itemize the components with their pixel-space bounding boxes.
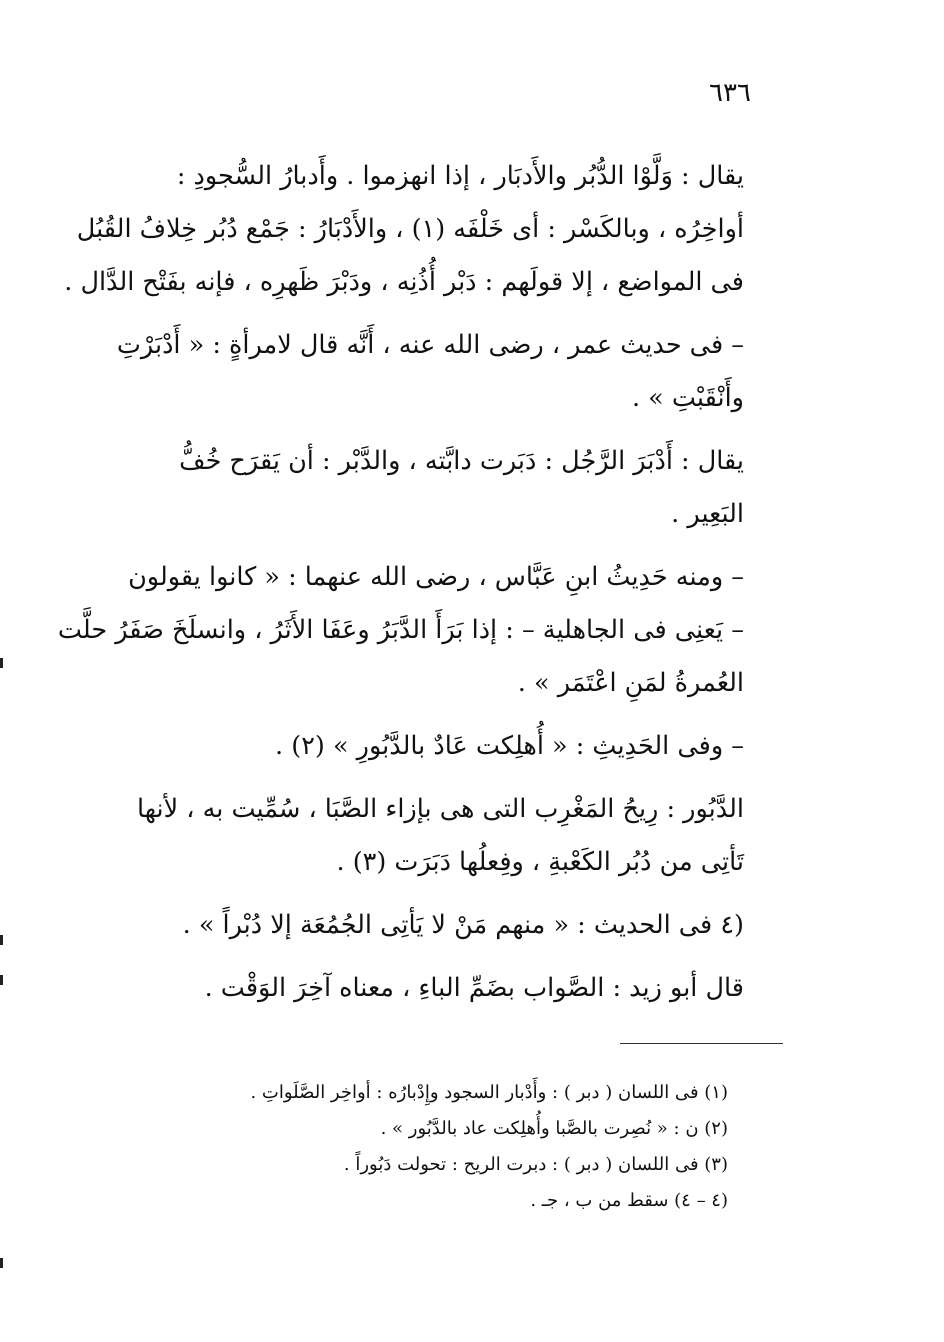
text-line: – وفى الحَدِيثِ : « أُهلِكت عَادٌ بالدَّبُورِ » (٢) .	[275, 731, 744, 761]
paragraph-2	[112, 319, 784, 425]
footnote-3: (٣) فى اللسان ( دبر ) : دبرت الريح : تحولت دَبُوراً .	[343, 1154, 728, 1175]
text-line: قال أبو زيد : الصَّواب بضَمِّ الباءِ ، معناه آخِرَ الوَقْت .	[204, 973, 744, 1003]
text-line: – فى حديث عمر ، رضى الله عنه ، أَنَّه قال لامرأةٍ : « أَدْبَرْتِ	[116, 330, 744, 360]
text-line: أواخِرُه ، وبالكَسْر : أى خَلْفَه (١) ، والأَدْبَارُ : جَمْع دُبُر خِلافُ القُبُل	[76, 214, 744, 244]
footnote-2: (٢) ن : « نُصِرت بالصَّبا وأُهلِكت عاد بالدَّبُور » .	[380, 1118, 728, 1139]
text-line: البَعِير .	[671, 499, 744, 529]
paragraph-3	[112, 435, 784, 541]
text-line: يقال : أَدْبَرَ الرَّجُل : دَبَرت دابَّته ، والدَّبْر : أن يَقرَح خُفُّ	[179, 446, 744, 476]
page-number: ٦٣٦	[709, 78, 751, 108]
text-line: – ومنه حَدِيثُ ابنِ عَبَّاس ، رضى الله عنهما : « كانوا يقولون	[128, 562, 744, 592]
paragraph-6	[112, 783, 784, 889]
scan-edge-mark	[0, 935, 3, 945]
text-line: (٤ فى الحديث : « منهم مَنْ لا يَأتِى الجُمُعَة إلا دُبْراً » .	[182, 910, 744, 940]
text-line: فى المواضع ، إلا قولَهم : دَبْر أُذُنِه ، ودَبْرَ ظَهرِه ، فإنه بفَتْح الدَّال .	[64, 267, 744, 297]
scan-edge-mark	[0, 975, 3, 985]
footnote-separator	[620, 1043, 783, 1044]
scan-edge-mark	[0, 658, 3, 668]
scan-edge-mark	[0, 1258, 3, 1268]
footnote-4: (٤ – ٤) سقط من ب ، جـ .	[530, 1190, 728, 1211]
main-text	[57, 150, 784, 1025]
text-line: يقال : وَلَّوْا الدُّبُر والأَدبَار ، إذا انهزموا . وأَدبارُ السُّجودِ :	[176, 161, 744, 191]
paragraph-5	[112, 720, 784, 773]
paragraph-7	[112, 899, 784, 952]
paragraph-8	[112, 962, 784, 1015]
paragraph-4	[57, 551, 784, 710]
text-line: الدَّبُور : رِيحُ المَغْرِب التى هى بإزاء الصَّبَا ، سُمِّيت به ، لأنها	[137, 794, 744, 824]
text-line: العُمرةُ لمَنِ اعْتَمَر » .	[517, 668, 744, 698]
text-line: وأَنْقَبْتِ » .	[631, 383, 744, 413]
text-line: – يَعنِى فى الجاهلية – : إذا بَرَأَ الدَّبَرُ وعَفَا الأَثَرُ ، وانسلَخَ صَفَرُ حلَّت	[57, 615, 744, 645]
footnote-1: (١) فى اللسان ( دبر ) : وأَدْبار السجود وإِدْبارُه : أواخِر الصَّلَواتِ .	[250, 1082, 728, 1103]
footnotes	[112, 1075, 728, 1219]
text-line: تَأتِى من دُبُر الكَعْبةِ ، وفِعلُها دَبَرَت (٣) .	[336, 847, 744, 877]
paragraph-1	[64, 150, 784, 309]
